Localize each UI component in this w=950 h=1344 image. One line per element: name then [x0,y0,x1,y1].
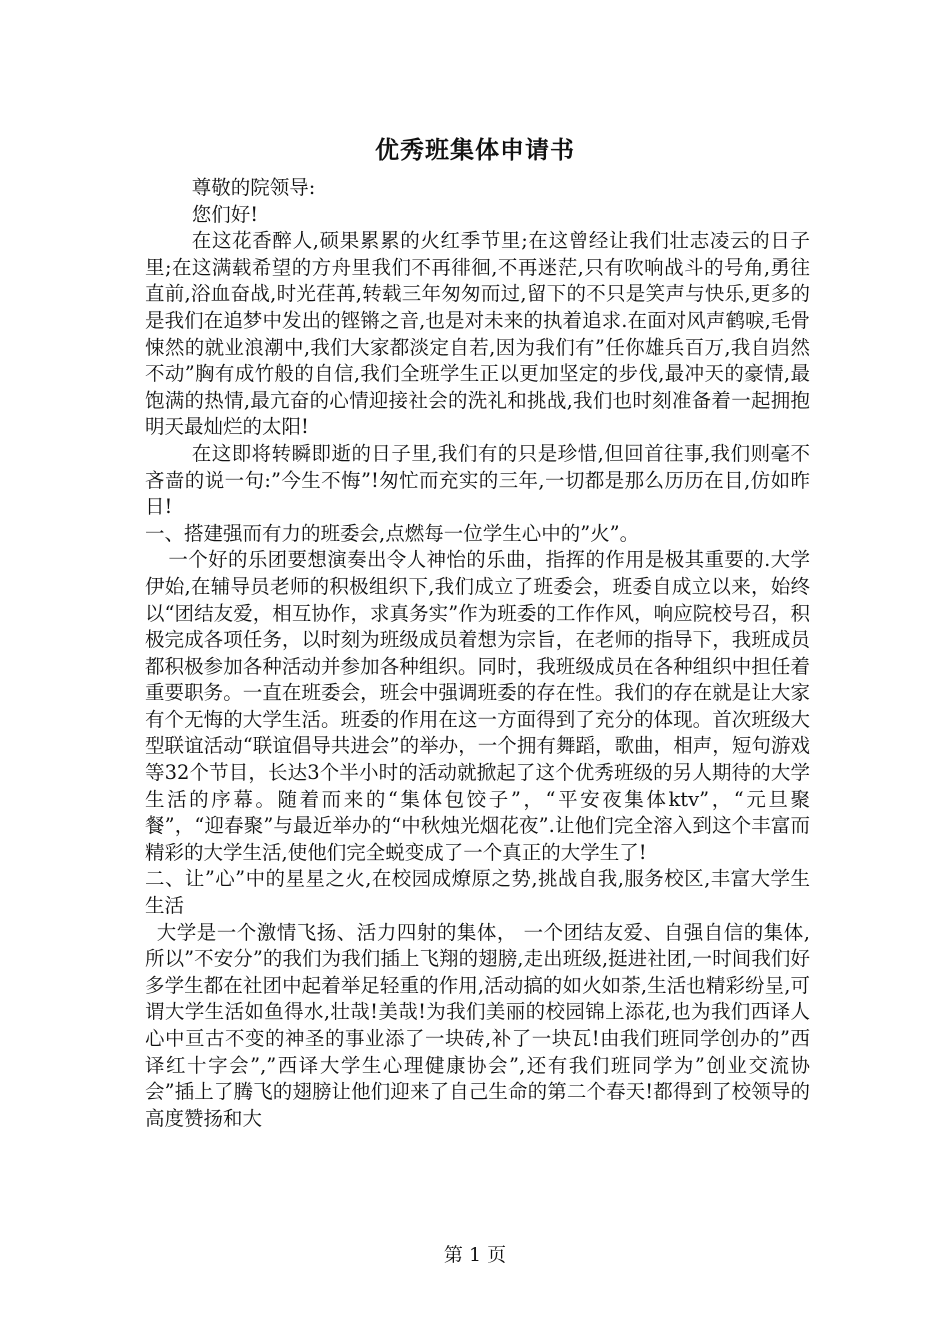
intro-paragraph: 在这花香醉人,硕果累累的火红季节里;在这曾经让我们壮志凌云的日子里;在这满载希望的方舟里我们不再徘徊,不再迷茫,只有吹响战斗的号角,勇往直前,浴血奋战,时光荏苒,转载三年匆匆而过,留下的不只是笑声与快乐,更多的是我们在追梦中发出的铿锵之音,也是对未来的执着追求.在面对风声鹤唳,毛骨悚然的就业浪潮中,我们大家都淡定自若,因为我们有”任你雄兵百万,我自岿然不动”胸有成竹般的自信,我们全班学生正以更加坚定的步伐,最冲天的豪情,最饱满的热情,最亢奋的心情迎接社会的洗礼和挑战,我们也时刻准备着一起拥抱明天最灿烂的太阳! [145,229,810,439]
section-one-heading: 一、搭建强而有力的班委会,点燃每一位学生心中的”火”。 [145,521,640,545]
greeting: 您们好! [191,202,259,226]
section-one-body: 一个好的乐团要想演奏出令人神怡的乐曲，指挥的作用是极其重要的.大学伊始,在辅导员老师的积极组织下,我们成立了班委会，班委自成立以来，始终以“团结友爱，相互协作，求真务实”作为班委的工作作风，响应院校号召，积极完成各项任务，以时刻为班级成员着想为宗旨，在老师的指导下，我班成员都积极参加各种活动并参加各种组织。同时，我班级成员在各种组织中担任着重要职务。一直在班委会，班会中强调班委的存在性。我们的存在就是让大家有个无悔的大学生活。班委的作用在这一方面得到了充分的体现。首次班级大型联谊活动“联谊倡导共进会”的举办，一个拥有舞蹈，歌曲，相声，短句游戏等32个节目，长达3个半小时的活动就掀起了这个优秀班级的另人期待的大学生活的序幕。随着而来的“集体包饺子”，“平安夜集体ktv”，“元旦聚餐”，“迎春聚”与最近举办的“中秋烛光烟花夜”.让他们完全溶入到这个丰富而精彩的大学生活,使他们完全蜕变成了一个真正的大学生了! [145,548,810,864]
section-two-heading: 二、让”心”中的星星之火,在校园成燎原之势,挑战自我,服务校区,丰富大学生生活 [145,867,810,918]
reflection-paragraph: 在这即将转瞬即逝的日子里,我们有的只是珍惜,但回首往事,我们则毫不吝啬的说一句:”今生不悔”!匆忙而充实的三年,一切都是那么历历在目,仿如昨日! [145,441,810,519]
salutation: 尊敬的院领导: [191,176,316,199]
page-title: 优秀班集体申请书 [375,135,575,164]
document-body [145,175,810,1132]
page-number: 第 1 页 [443,1244,507,1266]
section-two-body: 大学是一个激情飞扬、活力四射的集体， 一个团结友爱、自强自信的集体,所以”不安分”的我们为我们插上飞翔的翅膀,走出班级,挺进社团,一时间我们好多学生都在社团中起着举足轻重的作用,活动搞的如火如荼,生活也精彩纷呈,可谓大学生活如鱼得水,壮哉!美哉!为我们美丽的校园锦上添花,也为我们西译人心中亘古不变的神圣的事业添了一块砖,补了一块瓦!由我们班同学创办的”西译红十字会”,”西译大学生心理健康协会”,还有我们班同学为”创业交流协会”插上了腾飞的翅膀让他们迎来了自己生命的第二个春天!都得到了校领导的高度赞扬和大 [145,920,810,1130]
